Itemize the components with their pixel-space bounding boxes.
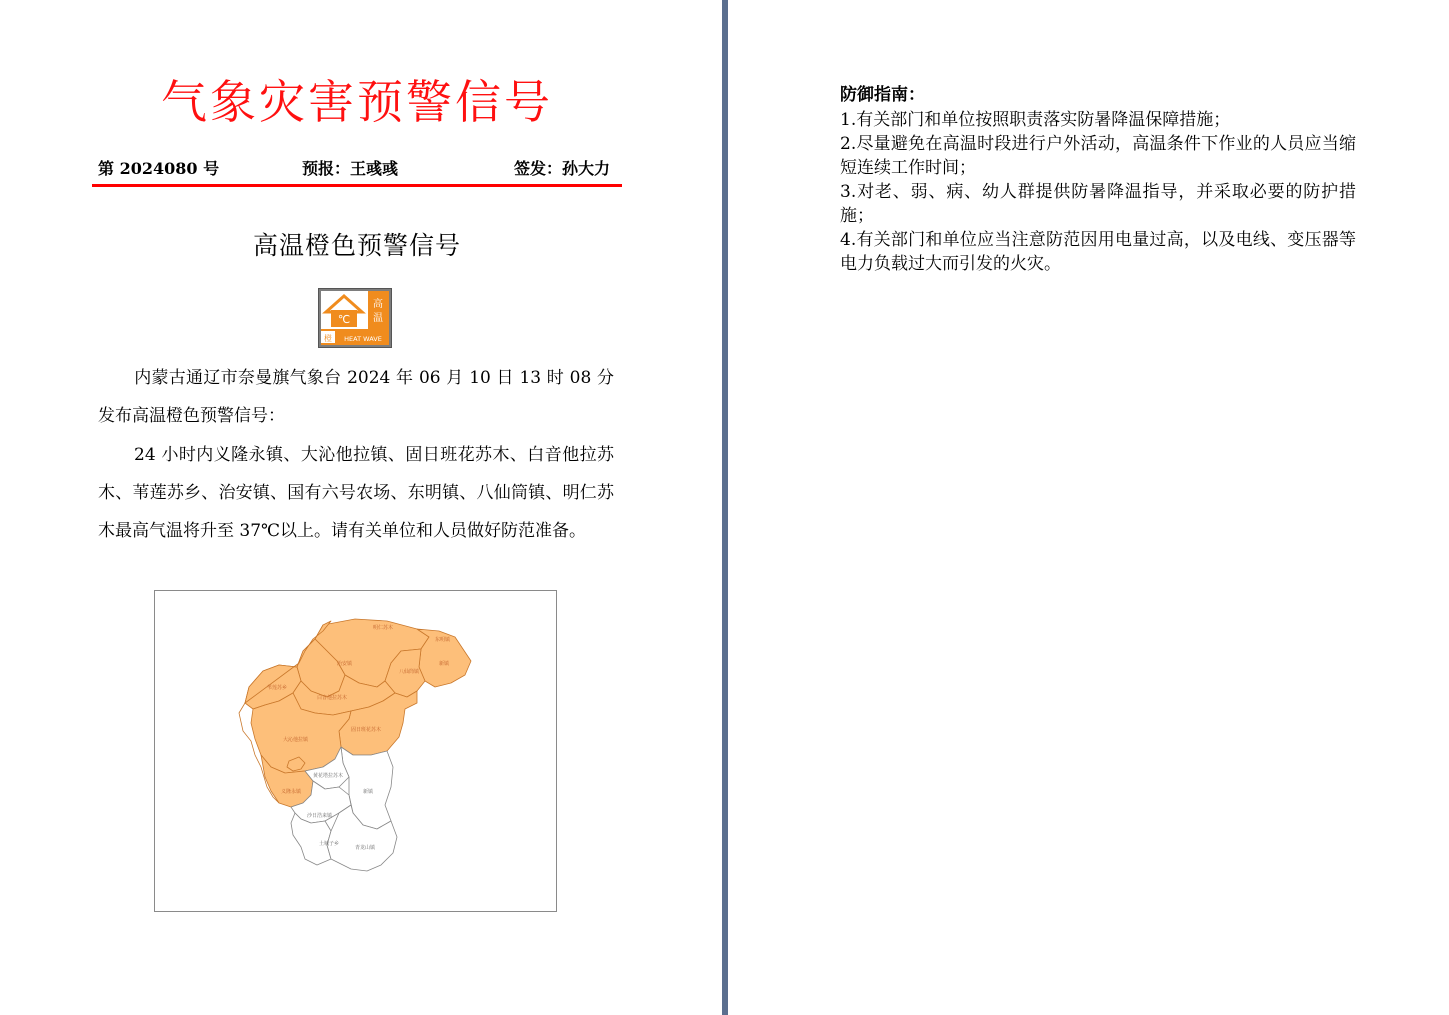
warning-map bbox=[154, 590, 557, 912]
svg-text:固日班花苏木: 固日班花苏木 bbox=[351, 727, 382, 733]
svg-text:东明镇: 东明镇 bbox=[435, 637, 451, 643]
svg-text:白音他拉苏木: 白音他拉苏木 bbox=[317, 695, 348, 701]
svg-text:治安镇: 治安镇 bbox=[337, 661, 353, 667]
svg-text:沙日浩来镇: 沙日浩来镇 bbox=[307, 813, 333, 819]
svg-text:橙: 橙 bbox=[324, 334, 332, 343]
red-divider-line bbox=[92, 184, 622, 187]
svg-text:苇莲苏乡: 苇莲苏乡 bbox=[267, 685, 288, 691]
document-meta-row bbox=[98, 156, 612, 180]
svg-text:黄花塔拉苏木: 黄花塔拉苏木 bbox=[313, 773, 344, 779]
svg-text:青龙山镇: 青龙山镇 bbox=[355, 845, 376, 851]
svg-text:新镇: 新镇 bbox=[439, 661, 450, 667]
guide-item-2: 2.尽量避免在高温时段进行户外活动，高温条件下作业的人员应当缩短连续工作时间； bbox=[840, 134, 1356, 178]
forecaster: 预报：王彧彧 bbox=[302, 159, 399, 178]
document-main-title: 气象灾害预警信号 bbox=[161, 75, 553, 129]
signal-title: 高温橙色预警信号 bbox=[252, 231, 461, 260]
svg-text:明仁苏木: 明仁苏木 bbox=[373, 625, 394, 631]
guide-item-1: 1.有关部门和单位按照职责落实防暑降温保障措施； bbox=[840, 110, 1231, 130]
warning-map-svg bbox=[155, 591, 556, 911]
icon-label-en: HEAT WAVE bbox=[344, 335, 382, 343]
svg-text:新镇: 新镇 bbox=[363, 789, 374, 795]
defense-guide-title: 防御指南： bbox=[840, 85, 925, 105]
issue-number: 第 2024080 号 bbox=[98, 159, 220, 178]
svg-text:八仙筒镇: 八仙筒镇 bbox=[399, 669, 420, 675]
svg-text:义隆永镇: 义隆永镇 bbox=[281, 789, 302, 795]
paragraph-issuance: 内蒙古通辽市奈曼旗气象台 2024 年 06 月 10 日 13 时 08 分发布高温橙色预警信号： bbox=[98, 368, 614, 426]
guide-item-4: 4.有关部门和单位应当注意防范因用电量过高，以及电线、变压器等电力负载过大而引发的火灾。 bbox=[840, 230, 1356, 274]
high-temperature-orange-signal-icon bbox=[318, 288, 392, 348]
defense-guide-list bbox=[840, 108, 1356, 276]
left-page bbox=[0, 0, 722, 1015]
svg-text:土城子乡: 土城子乡 bbox=[319, 841, 340, 847]
guide-item-3: 3.对老、弱、病、幼人群提供防暑降温指导，并采取必要的防护措施； bbox=[840, 182, 1356, 226]
issuer: 签发：孙大力 bbox=[513, 159, 610, 178]
celsius-symbol: ℃ bbox=[337, 313, 351, 326]
icon-label-cn-1: 高 bbox=[373, 299, 383, 310]
icon-label-cn-2: 温 bbox=[373, 313, 383, 324]
paragraph-affected-areas: 24 小时内义隆永镇、大沁他拉镇、固日班花苏木、白音他拉苏木、苇莲苏乡、治安镇、国有六号农场、东明镇、八仙筒镇、明仁苏木最高气温将升至 37℃以上。请有关单位和人员做好防范准备。 bbox=[98, 445, 614, 541]
svg-text:大沁他拉镇: 大沁他拉镇 bbox=[283, 737, 309, 743]
